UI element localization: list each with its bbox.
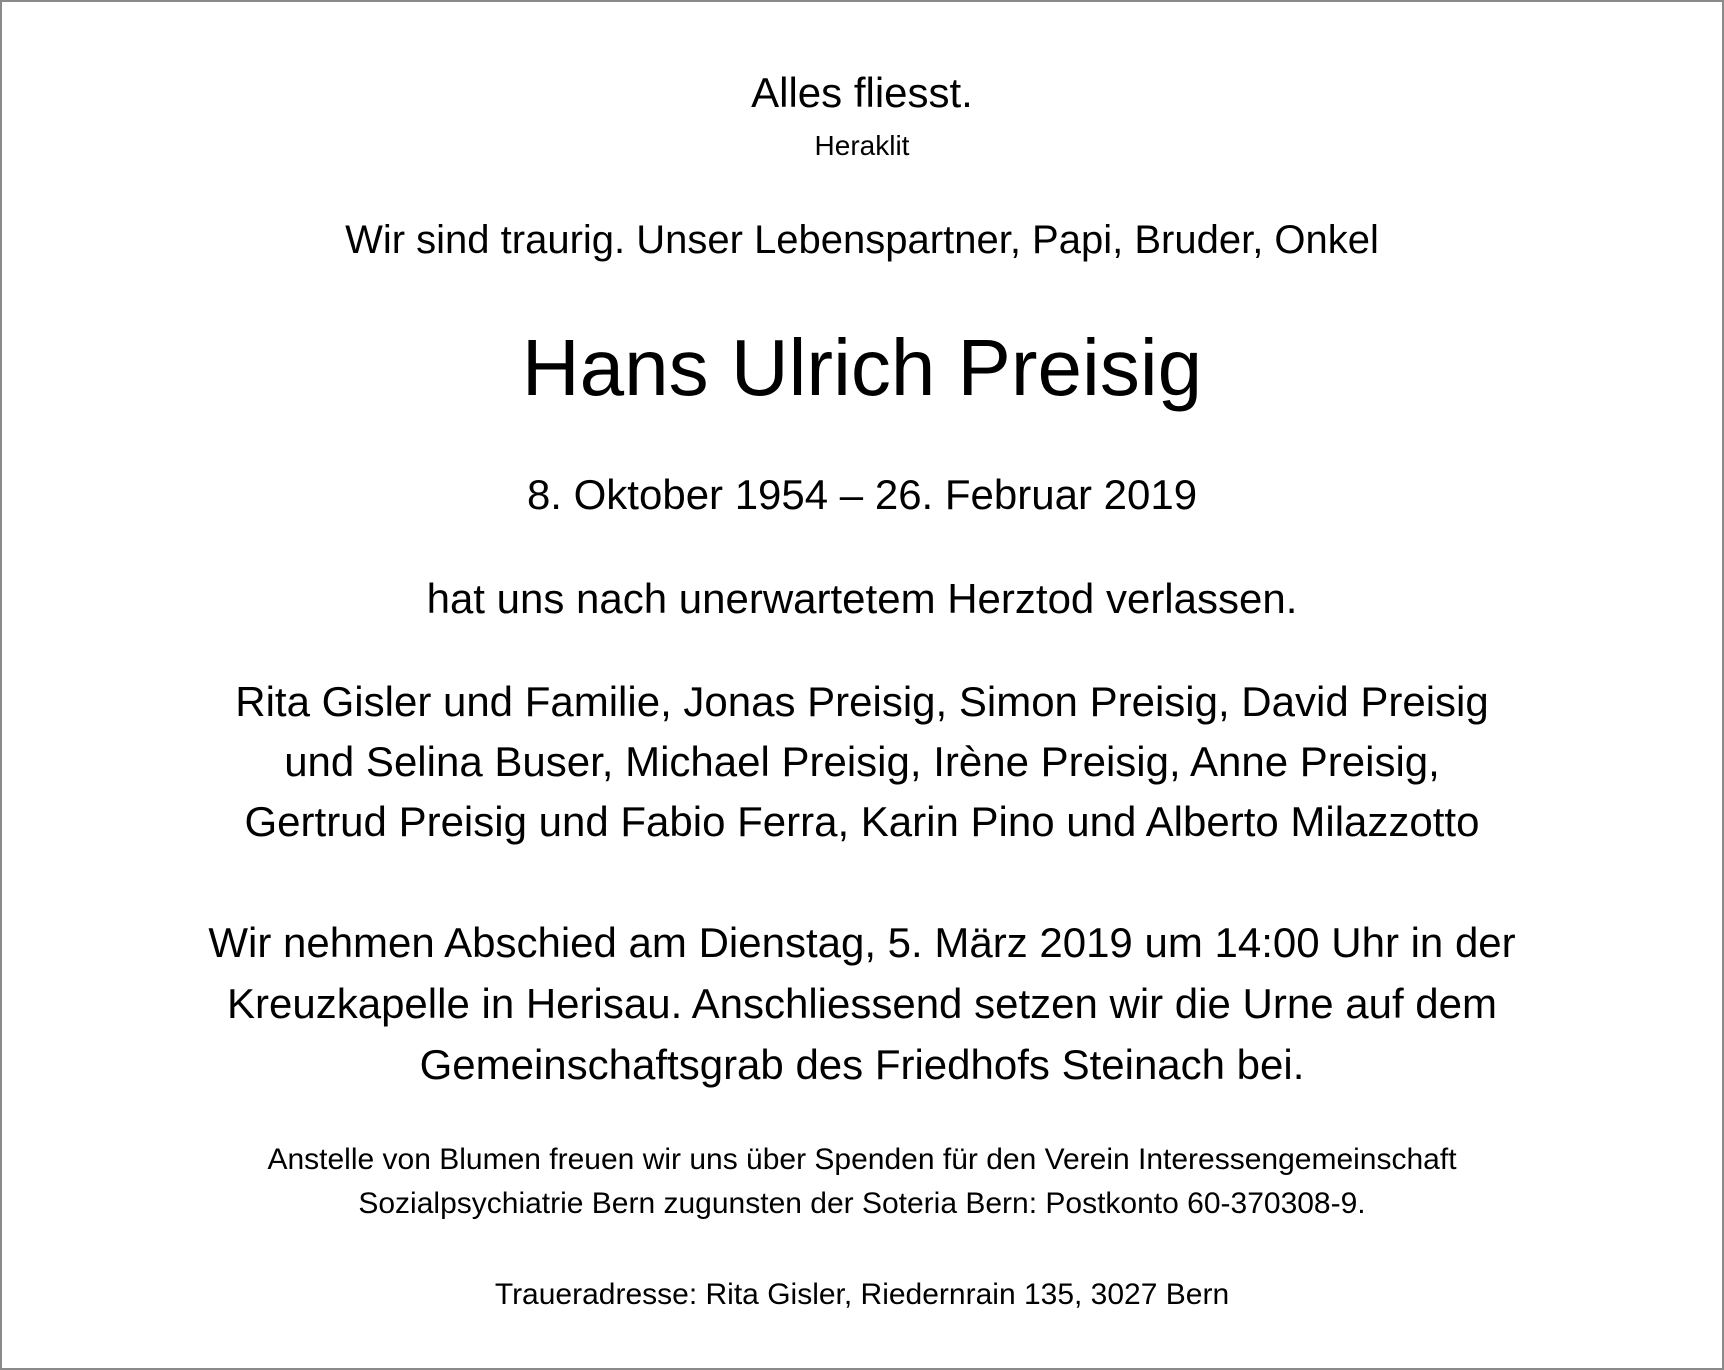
service-line: Wir nehmen Abschied am Dienstag, 5. März 2019 um 14:00 Uhr in der bbox=[208, 919, 1516, 966]
mourners-line: Gertrud Preisig und Fabio Ferra, Karin Pino und Alberto Milazzotto bbox=[244, 798, 1480, 845]
service-line: Kreuzkapelle in Herisau. Anschliessend setzen wir die Urne auf dem bbox=[227, 980, 1497, 1027]
mourners-line: Rita Gisler und Familie, Jonas Preisig, Simon Preisig, David Preisig bbox=[235, 678, 1489, 725]
service-line: Gemeinschaftsgrab des Friedhofs Steinach bei. bbox=[419, 1041, 1305, 1088]
donation-line: Sozialpsychiatrie Bern zugunsten der Soteria Bern: Postkonto 60-370308-9. bbox=[358, 1187, 1366, 1220]
service-announcement bbox=[2, 912, 1722, 1095]
deceased-name: Hans Ulrich Preisig bbox=[521, 323, 1203, 412]
donation-line: Anstelle von Blumen freuen wir uns über Spenden für den Verein Interessengemeinschaft bbox=[267, 1143, 1457, 1176]
motto-quote: Alles fliesst. bbox=[751, 69, 973, 116]
motto-author: Heraklit bbox=[814, 130, 910, 161]
intro-text: Wir sind traurig. Unser Lebenspartner, Papi, Bruder, Onkel bbox=[345, 218, 1379, 262]
donation-note bbox=[2, 1138, 1722, 1226]
death-message: hat uns nach unerwartetem Herztod verlassen. bbox=[426, 575, 1298, 622]
life-dates: 8. Oktober 1954 – 26. Februar 2019 bbox=[526, 471, 1198, 518]
mourning-address: Traueradresse: Rita Gisler, Riedernrain 135, 3027 Bern bbox=[494, 1278, 1230, 1311]
mourners-list bbox=[2, 672, 1722, 852]
mourners-line: und Selina Buser, Michael Preisig, Irène Preisig, Anne Preisig, bbox=[284, 738, 1440, 785]
